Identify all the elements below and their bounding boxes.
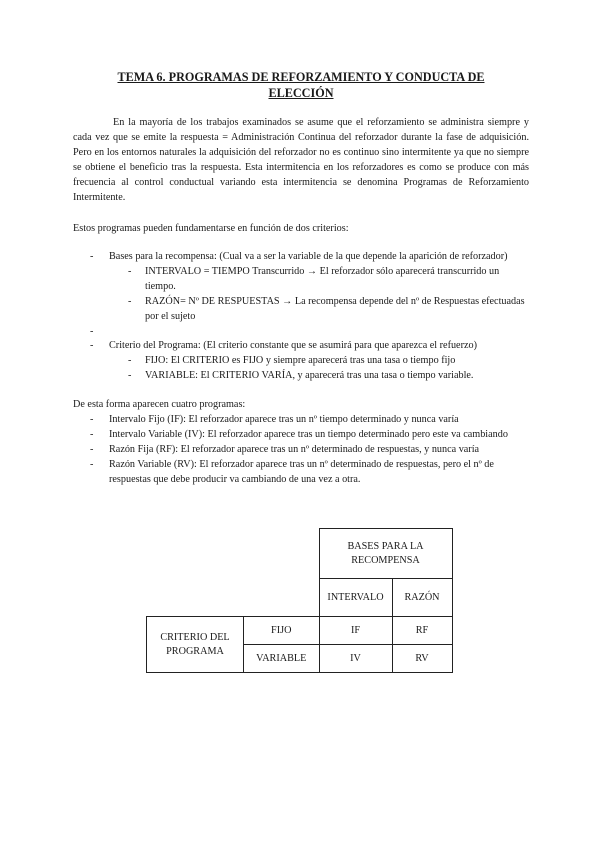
sub-item-variable: - VARIABLE: El CRITERIO VARÍA, y aparecerá tras una tasa o tiempo variable. (73, 368, 529, 383)
sub-item-fijo: - FIJO: El CRITERIO es FIJO y siempre aparecerá tras una tasa o tiempo fijo (73, 353, 529, 368)
cell-rv: RV (392, 645, 452, 673)
sub-item-intervalo: - INTERVALO = TIEMPO Transcurrido → El reforzador sólo aparecerá transcurrido un tiempo. (73, 264, 529, 294)
criteria-intro: Estos programas pueden fundamentarse en función de dos criterios: (73, 223, 349, 234)
sub-item-razon: - RAZÓN= Nº DE RESPUESTAS → La recompensa depende del nº de Respuestas efectuadas por el sujeto (73, 294, 529, 324)
criterion-sub-list (109, 264, 529, 324)
criterion-programa (73, 338, 529, 383)
criterion-sub-list (109, 353, 529, 383)
program-item-if: - Intervalo Fijo (IF): El reforzador aparece tras un nº tiempo determinado y nunca varía (73, 412, 529, 427)
program-item-rf: - Razón Fija (RF): El reforzador aparece tras un nº determinado de respuestas, y nunca varía (73, 442, 529, 457)
col-header-intervalo: INTERVALO (319, 579, 392, 617)
cell-rf: RF (392, 617, 452, 645)
row-label-fijo: FIJO (244, 617, 320, 645)
col-header-razon: RAZÓN (392, 579, 452, 617)
row-label-variable: VARIABLE (244, 645, 320, 673)
criterion-bases (73, 249, 529, 324)
programs-table (146, 528, 453, 673)
intro-paragraph: En la mayoría de los trabajos examinados se asume que el reforzamiento se administra siempre y cada vez que se emite la respuesta = Administración Continua del reforzador durante la fase de adquisición. Pero en los entornos naturales la adquisición del reforzador no es continuo sino intermitente ya que no siempre se obtiene el beneficio tras la respuesta. Esta intermitencia en los reforzadores es como se produce con más frecuencia al control conductual variando esta intermitencia se denomina Programas de Reforzamiento Intermitente. (73, 117, 529, 203)
cell-iv: IV (319, 645, 392, 673)
programs-list (73, 412, 529, 487)
blank-cell (147, 579, 244, 617)
programs-intro: De esta forma aparecen cuatro programas: (73, 399, 246, 410)
list-spacer (73, 324, 529, 338)
bases-header-cell: BASES PARA LA RECOMPENSA (319, 529, 452, 579)
criterion-text: Bases para la recompensa: (Cual va a ser la variable de la que depende la aparición de reforzador) (109, 251, 508, 262)
cell-if: IF (319, 617, 392, 645)
program-item-iv: - Intervalo Variable (IV): El reforzador aparece tras un tiempo determinado pero este va cambiando (73, 427, 529, 442)
criteria-list (73, 249, 529, 383)
document-page (73, 70, 529, 487)
blank-cell (244, 579, 320, 617)
row-header-criterio: CRITERIO DEL PROGRAMA (147, 617, 244, 673)
criterion-text: Criterio del Programa: (El criterio constante que se asumirá para que aparezca el refuerzo) (109, 340, 477, 351)
program-item-rv: - Razón Variable (RV): El reforzador aparece tras un nº determinado de respuestas, pero el nº de respuestas que debe producir va cambiando de una vez a otra. (73, 457, 529, 487)
document-title: TEMA 6. PROGRAMAS DE REFORZAMIENTO Y CONDUCTA DE ELECCIÓN (117, 70, 485, 100)
blank-cell (244, 529, 320, 579)
blank-cell (147, 529, 244, 579)
